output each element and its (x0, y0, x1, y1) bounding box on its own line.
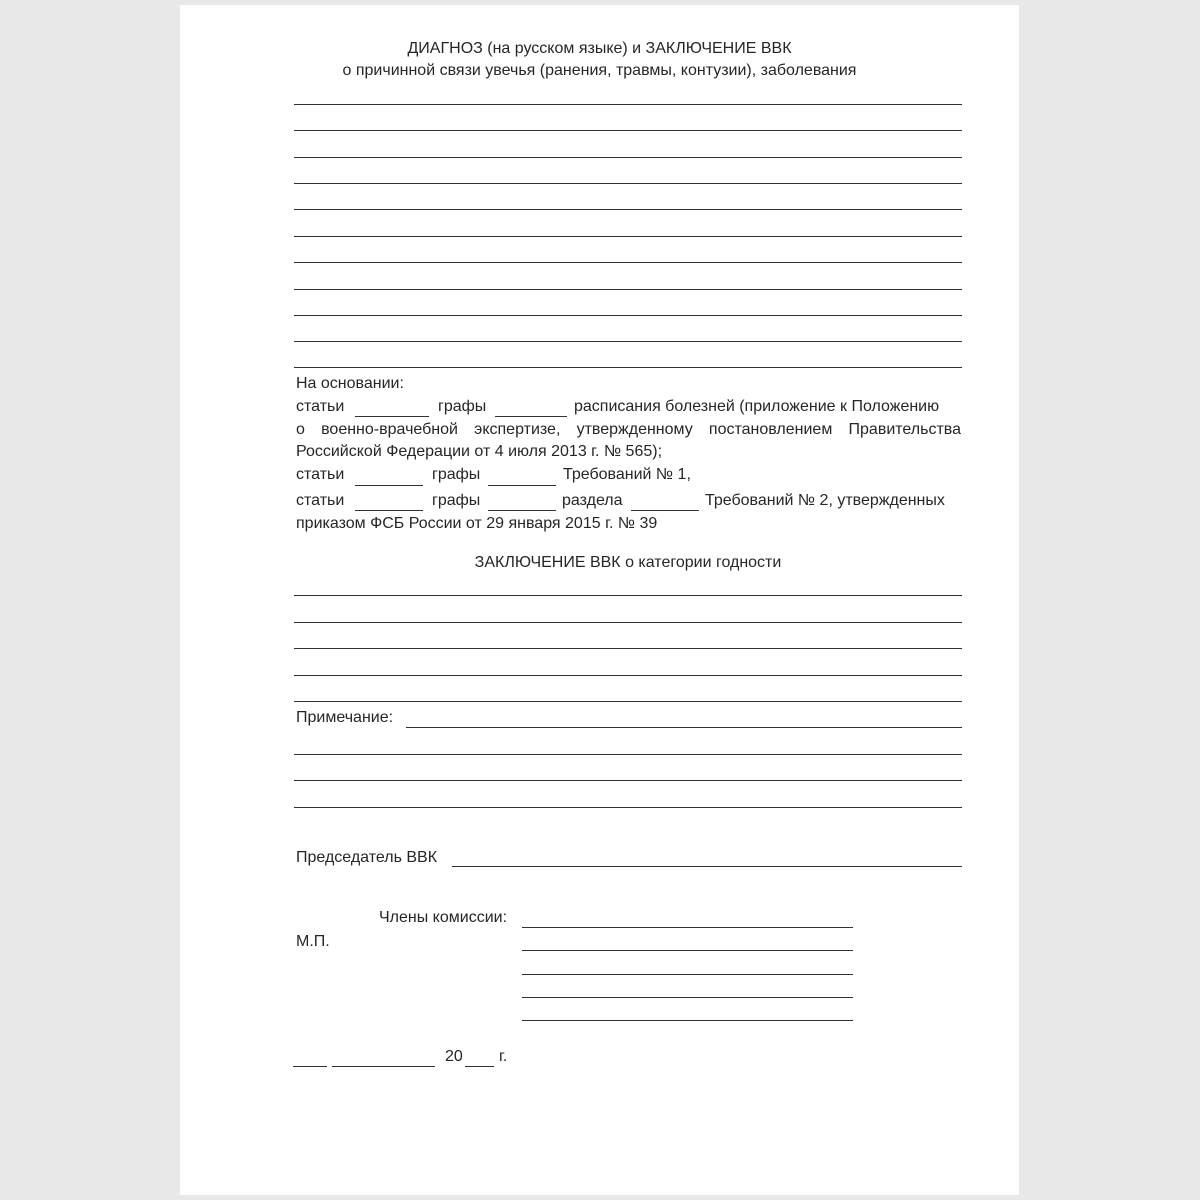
basis-order-text: приказом ФСБ России от 29 января 2015 г. № 39 (296, 515, 658, 532)
basis-section-word: раздела (562, 492, 623, 509)
basis-schedule-text: расписания болезней (приложение к Положению (574, 398, 940, 415)
basis-requirements1-text: Требований № 1, (563, 466, 691, 483)
basis-requirements2-text: Требований № 2, утвержденных (705, 492, 945, 509)
fitness-heading: ЗАКЛЮЧЕНИЕ ВВК о категории годности (474, 554, 782, 571)
document-subtitle: о причинной связи увечья (ранения, травмы, контузии), заболевания (342, 62, 857, 79)
diagnosis-line[interactable] (294, 209, 962, 210)
fitness-line[interactable] (294, 595, 962, 596)
diagnosis-line[interactable] (294, 183, 962, 184)
date-suffix: г. (499, 1048, 508, 1065)
section-number-blank[interactable] (631, 510, 699, 511)
fitness-line[interactable] (294, 648, 962, 649)
basis-column-word: графы (432, 466, 481, 483)
document-title: ДИАГНОЗ (на русском языке) и ЗАКЛЮЧЕНИЕ ВВК (407, 40, 792, 57)
column-number-blank[interactable] (488, 510, 556, 511)
date-year-prefix: 20 (445, 1048, 463, 1065)
diagnosis-line[interactable] (294, 367, 962, 368)
fitness-line[interactable] (294, 675, 962, 676)
diagnosis-line[interactable] (294, 104, 962, 105)
diagnosis-line[interactable] (294, 341, 962, 342)
note-line[interactable] (294, 754, 962, 755)
member-signature-line[interactable] (522, 927, 853, 928)
diagnosis-line[interactable] (294, 130, 962, 131)
date-month-blank[interactable] (332, 1066, 435, 1067)
basis-regulation-text: о военно-врачебной экспертизе, утвержденному постановлением Правительства (296, 421, 961, 438)
column-number-blank[interactable] (488, 485, 556, 486)
note-line[interactable] (294, 807, 962, 808)
member-signature-line[interactable] (522, 950, 853, 951)
article-number-blank[interactable] (355, 510, 423, 511)
member-signature-line[interactable] (522, 1020, 853, 1021)
basis-column-word: графы (438, 398, 487, 415)
basis-article-word: статьи (296, 398, 345, 415)
date-year-blank[interactable] (465, 1066, 494, 1067)
basis-heading: На основании: (296, 375, 404, 392)
diagnosis-line[interactable] (294, 157, 962, 158)
fitness-line[interactable] (294, 701, 962, 702)
fitness-line[interactable] (294, 622, 962, 623)
article-number-blank[interactable] (355, 416, 429, 417)
column-number-blank[interactable] (495, 416, 567, 417)
basis-article-word: статьи (296, 492, 345, 509)
diagnosis-line[interactable] (294, 315, 962, 316)
note-label: Примечание: (296, 709, 394, 726)
members-label: Члены комиссии: (379, 909, 508, 926)
chairman-label: Председатель ВВК (296, 849, 438, 866)
basis-article-word: статьи (296, 466, 345, 483)
member-signature-line[interactable] (522, 974, 853, 975)
diagnosis-line[interactable] (294, 236, 962, 237)
document-page (180, 5, 1019, 1195)
stamp-label: М.П. (296, 933, 330, 950)
date-day-blank[interactable] (293, 1066, 327, 1067)
member-signature-line[interactable] (522, 997, 853, 998)
basis-decree-text: Российской Федерации от 4 июля 2013 г. № 565); (296, 443, 663, 460)
basis-column-word: графы (432, 492, 481, 509)
diagnosis-line[interactable] (294, 262, 962, 263)
chairman-signature-line[interactable] (452, 866, 962, 867)
diagnosis-line[interactable] (294, 289, 962, 290)
note-line[interactable] (406, 727, 962, 728)
article-number-blank[interactable] (355, 485, 423, 486)
note-line[interactable] (294, 780, 962, 781)
